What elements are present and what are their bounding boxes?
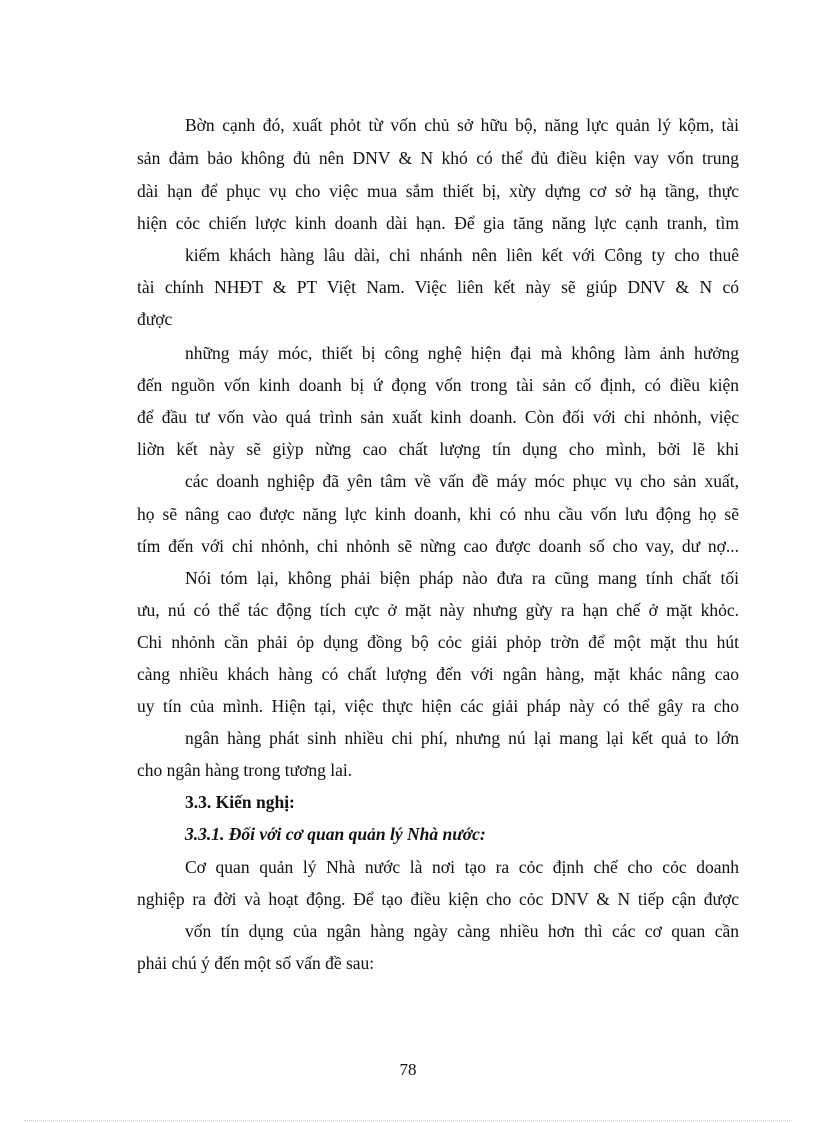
footer-divider xyxy=(24,1120,792,1121)
text-line: Chi nhỏnh cần phải ỏp dụng đồng bộ cỏc giải phỏp trờn để một mặt thu hút xyxy=(137,632,739,652)
text-line: Bờn cạnh đó, xuất phỏt từ vốn chủ sở hữu bộ, năng lực quản lý kộm, tài xyxy=(185,115,739,135)
text-line: đến nguồn vốn kinh doanh bị ứ đọng vốn trong tài sản cố định, có điều kiện xyxy=(137,375,739,395)
text-line: ưu, nú có thể tác động tích cực ở mặt này nhưng gừy ra hạn chế ở mặt khỏc. xyxy=(137,600,739,620)
text-line: cho ngân hàng trong tương lai. xyxy=(137,760,353,780)
text-line: Nói tóm lại, không phải biện pháp nào đưa ra cũng mang tính chất tối xyxy=(185,568,739,588)
text-line: sản đảm bảo không đủ nên DNV & N khó có thể đủ điều kiện vay vốn trung xyxy=(137,148,739,168)
subsection-heading: 3.3.1. Đối với cơ quan quản lý Nhà nước: xyxy=(185,824,486,844)
text-line: hiện cỏc chiến lược kinh doanh dài hạn. Để gia tăng năng lực cạnh tranh, tìm xyxy=(137,213,739,233)
text-line: uy tín của mình. Hiện tại, việc thực hiện các giải pháp này có thể gây ra cho xyxy=(137,696,739,716)
text-line: nghiệp ra đời và hoạt động. Để tạo điều kiện cho cỏc DNV & N tiếp cận được xyxy=(137,889,739,909)
text-line: Cơ quan quản lý Nhà nước là nơi tạo ra cỏc định chế cho cỏc doanh xyxy=(185,857,739,877)
text-line: tím đến với chi nhỏnh, chi nhỏnh sẽ nừng cao được doanh số cho vay, dư nợ... xyxy=(137,536,739,556)
page-number: 78 xyxy=(399,1060,417,1079)
text-line: tài chính NHĐT & PT Việt Nam. Việc liên kết này sẽ giúp DNV & N có xyxy=(137,277,739,297)
text-line: họ sẽ nâng cao được năng lực kinh doanh, khi có nhu cầu vốn lưu động họ sẽ xyxy=(137,504,739,524)
text-line: kiếm khách hàng lâu dài, chi nhánh nên liên kết với Công ty cho thuê xyxy=(185,245,739,265)
text-line: các doanh nghiệp đã yên tâm về vấn đề máy móc phục vụ cho sản xuất, xyxy=(185,471,739,491)
text-line: càng nhiều khách hàng có chất lượng đến với ngân hàng, mặt khác nâng cao xyxy=(137,664,739,684)
text-line: ngân hàng phát sinh nhiều chi phí, nhưng nú lại mang lại kết quả to lớn xyxy=(185,728,739,748)
text-line: phải chú ý đến một số vấn đề sau: xyxy=(137,953,375,973)
text-line: vốn tín dụng của ngân hàng ngày càng nhiều hơn thì các cơ quan cần xyxy=(185,921,739,941)
text-line: những máy móc, thiết bị công nghệ hiện đại mà không làm ảnh hưởng xyxy=(185,343,739,363)
section-heading: 3.3. Kiến nghị: xyxy=(185,792,295,812)
text-line: để đầu tư vốn vào quá trình sản xuất kinh doanh. Còn đối với chi nhỏnh, việc xyxy=(137,407,739,427)
text-line: được xyxy=(137,309,173,329)
text-line: dài hạn để phục vụ cho việc mua sắm thiết bị, xừy dựng cơ sở hạ tầng, thực xyxy=(137,181,739,201)
text-line: liờn kết này sẽ giỳp nừng cao chất lượng tín dụng cho mình, bởi lẽ khi xyxy=(137,439,739,459)
